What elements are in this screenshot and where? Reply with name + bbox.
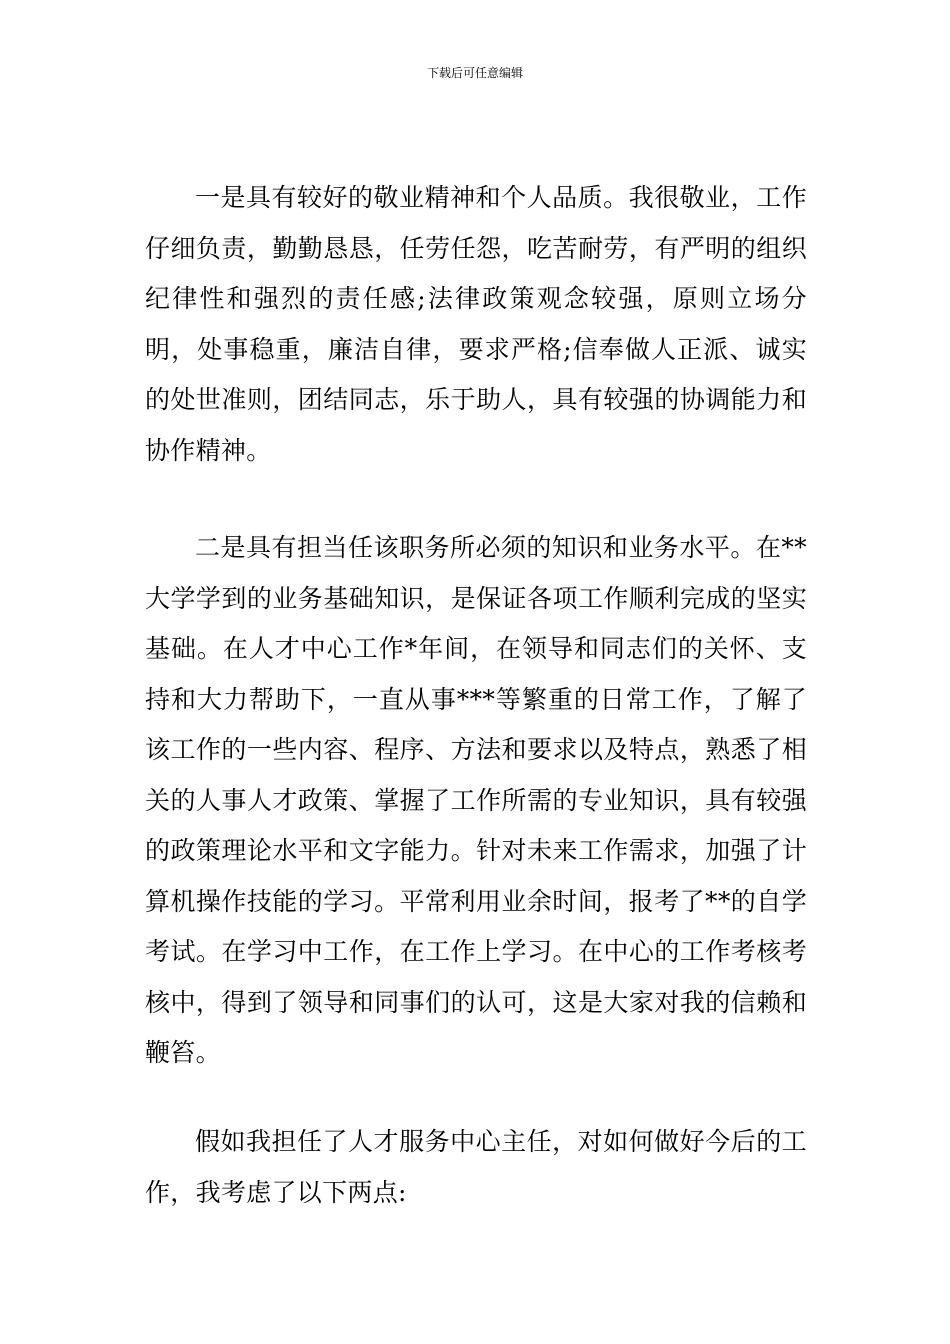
paragraph-2: 二是具有担当任该职务所必须的知识和业务水平。在**大学学到的业务基础知识，是保证各项工作顺利完成的坚实基础。在人才中心工作*年间，在领导和同志们的关怀、支持和大力帮助下，一直从事***等繁重的日常工作，了解了该工作的一些内容、程序、方法和要求以及特点，熟悉了相关的人事人才政策、掌握了工作所需的专业知识，具有较强的政策理论水平和文字能力。针对未来工作需求，加强了计算机操作技能的学习。平常利用业余时间，报考了**的自学考试。在学习中工作，在工作上学习。在中心的工作考核考核中，得到了领导和同事们的认可，这是大家对我的信赖和鞭笞。: [145, 533, 807, 1067]
paragraph-3: 假如我担任了人才服务中心主任，对如何做好今后的工作，我考虑了以下两点:: [145, 1127, 807, 1207]
page-header: 下载后可任意编辑: [426, 66, 523, 80]
paragraph-1: 一是具有较好的敬业精神和个人品质。我很敬业，工作仔细负责，勤勤恳恳，任劳任怨，吃苦耐劳，有严明的组织纪律性和强烈的责任感;法律政策观念较强，原则立场分明，处事稳重，廉洁自律，要求严格;信奉做人正派、诚实的处世准则，团结同志，乐于助人，具有较强的协调能力和协作精神。: [145, 183, 807, 465]
